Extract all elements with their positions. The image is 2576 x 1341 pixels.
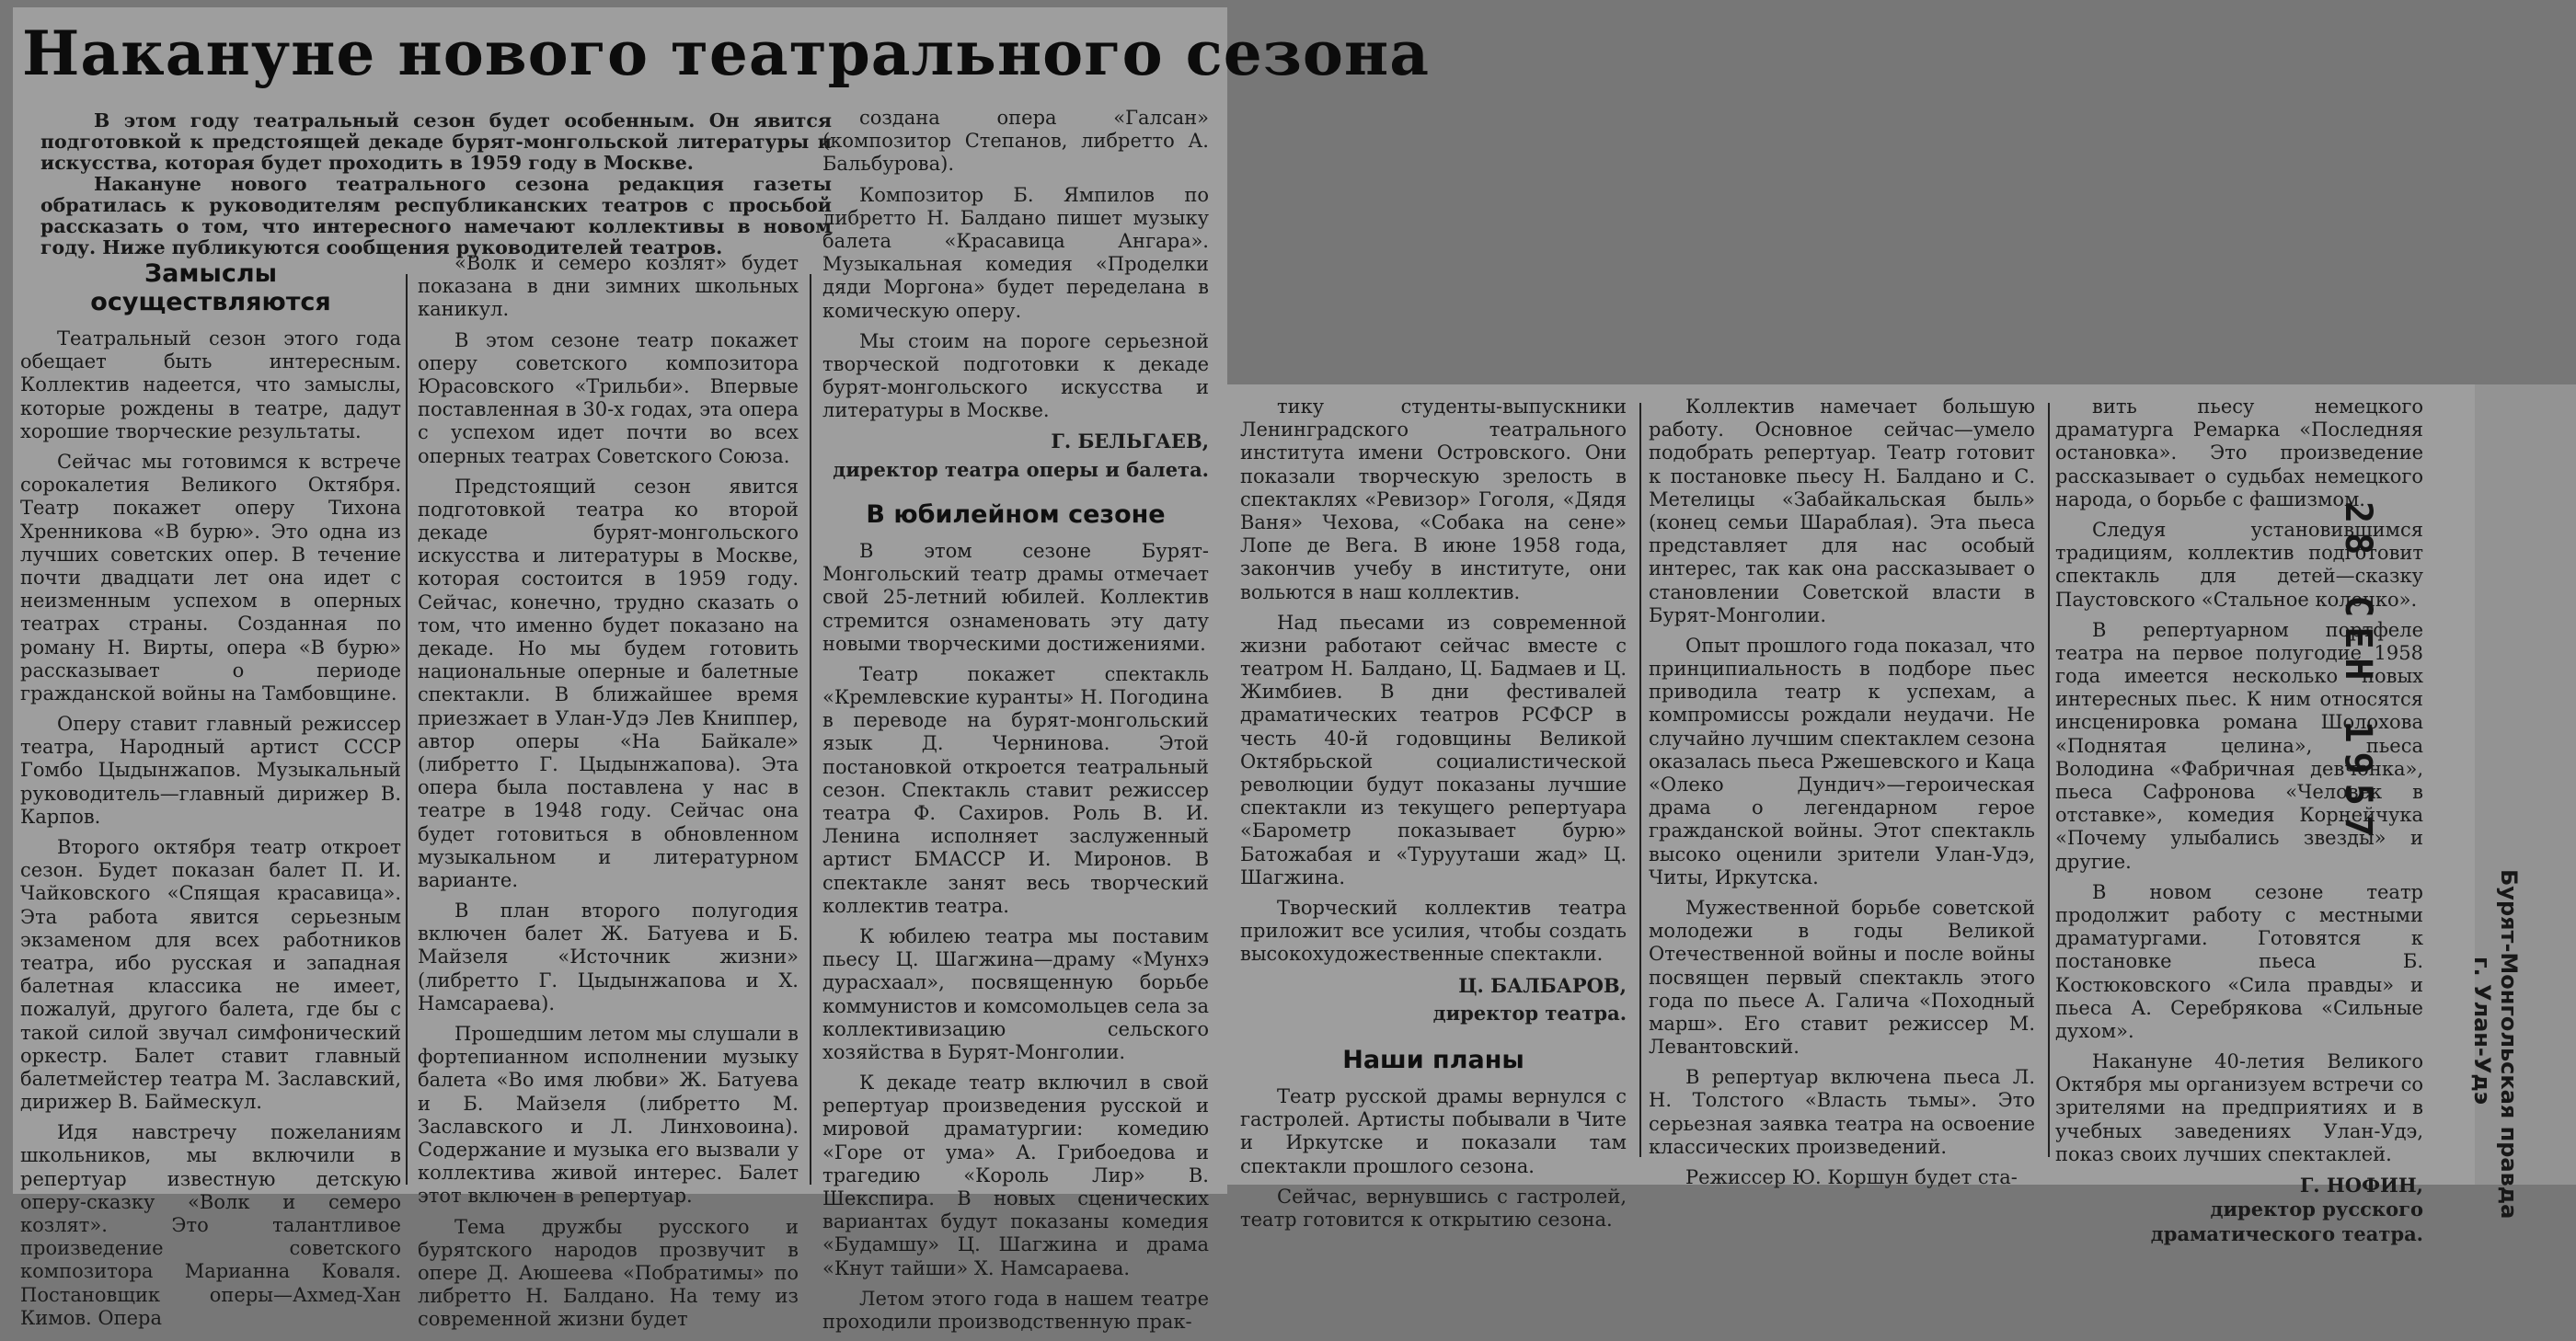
paragraph: В этом сезоне Бурят-Монгольский театр драмы отмечает свой 25-летний юбилей. Коллектив стремится ознаменовать эту дату новыми творческими достижениями. [822, 539, 1209, 655]
article1-author-title: директор театра оперы и балета. [833, 457, 1209, 481]
article1-author: Г. БЕЛЬГАЕВ, [1051, 430, 1209, 453]
lead-paragraph [40, 110, 832, 258]
article2-author: Ц. БАЛБАРОВ, [1458, 973, 1627, 997]
column-rule [1639, 403, 1641, 1157]
paragraph: вить пьесу немецкого драматурга Ремарка «Последняя остановка». Это произведение рассказывает о судьбах немецкого народа, о борьбе с фашизмом. [2055, 395, 2423, 510]
clipping-left [13, 7, 1430, 1333]
paragraph: В новом сезоне театр продолжит работу с местными драматургами. Готовятся к постановке пьеса Б. Костюковского «Сила правды» и пьеса А. Серебрякова «Сильные духом». [2055, 880, 2423, 1042]
paragraph: В план второго полугодия включен балет Ж. Батуева и Б. Майзеля «Источник жизни» (либретто Г. Цыдынжапова и Х. Намсараева). [418, 900, 799, 1014]
paragraph: Следуя установившимся традициям, коллектив подготовит спектакль для детей—сказку Паустовского «Стальное колечко». [2055, 518, 2423, 611]
paragraph: В этом сезоне театр покажет оперу советского композитора Юрасовского «Трильби». Впервые поставленная в 30-х годах, эта опера с успехом идет почти во всех оперных театрах Советского Союза. [418, 328, 799, 467]
paragraph: «Волк и семеро козлят» будет показана в дни зимних школьных каникул. [418, 252, 799, 321]
paragraph: Опыт прошлого года показал, что принципиальность в подборе пьес приводила театр к успехам, а компромиссы рождали неудачи. Не случайно лучшим спектаклем сезона оказалась пьеса Ржешевского и Каца «Олеко Дундич»—героическая драма о легендарном герое гражданской войны. Этот спектакль высоко оценили зрители Улан-Удэ, Читы, Иркутска. [1649, 634, 2035, 888]
date-stamp: 28 СЕН 1957 [2337, 501, 2379, 846]
paragraph: Театр покажет спектакль «Кремлевские куранты» Н. Погодина в переводе на бурят-монгольский язык Д. Чернинова. Этой постановкой откроется театральный сезон. Спектакль ставит режиссер театра Ф. Сахиров. Роль В. И. Ленина исполняет заслуженный артист БМАССР И. Миронов. В спектакле занят весь творческий коллектив театра. [822, 662, 1209, 917]
article1-column1 [20, 254, 401, 1337]
paragraph: Второго октября театр откроет сезон. Будет показан балет П. И. Чайковского «Спящая красавица». Эта работа явится серьезным экзаменом для всех работников театра, ибо русская и западная балетная классика не имеет, пожалуй, другого балета, где бы с такой силой звучал симфонический оркестр. Балет ставит главный балетмейстер театра М. Заславский, дирижер В. Баймескул. [20, 836, 401, 1114]
paragraph: Театр русской драмы вернулся с гастролей. Артисты побывали в Чите и Иркутске и показали там спектакли прошлого сезона. [1240, 1085, 1627, 1177]
paragraph: Предстоящий сезон явится подготовкой театра ко второй декаде бурят-монгольского искусства и литературы в Москве, которая состоится в 1959 году. Сейчас, конечно, трудно сказать о том, что именно будет показано на декаде. Но мы будем готовить национальные оперные и балетные спектакли. В ближайшее время приезжает в Улан-Удэ Лев Книппер, автор оперы «На Байкале» (либретто Г. Цыдынжапова). Эта опера была поставлена у нас в театре в 1948 году. Сейчас она будет готовиться в обновленном музыкальном и литературном варианте. [418, 475, 799, 891]
paragraph: Театральный сезон этого года обещает быть интересным. Коллектив надеется, что замыслы, которые рождены в театре, дадут хорошие творческие результаты. [20, 327, 401, 442]
newspaper-city: г. Улан-Удэ [2469, 957, 2495, 1105]
subhead-line: осуществляются [90, 288, 331, 317]
column-rule [406, 274, 408, 1185]
paragraph: Коллектив намечает большую работу. Основное сейчас—умело подобрать репертуар. Театр готовит к постановке пьесу Н. Балдано и С. Метелицы «Забайкальская быль» (конец семьи Шараблая). Эта пьеса представляет для нас особый интерес, так как она рассказывает о становлении Советской власти в Бурят-Монголии. [1649, 395, 2035, 626]
article3-author-title: директор русского [2210, 1198, 2423, 1221]
article3-author: Г. НОФИН, [2299, 1174, 2423, 1197]
paragraph: тику студенты-выпускники Ленинградского театрального института имени Островского. Они показали творческую зрелость в спектаклях «Ревизор» Гоголя, «Дядя Ваня» Чехова, «Собака на сене» Лопе де Вега. В июне 1958 года, закончив учебу в институте, они вольются в наш коллектив. [1240, 395, 1627, 603]
article1-column3 [822, 107, 1209, 1341]
paragraph: Режиссер Ю. Коршун будет ста- [1685, 1166, 2018, 1188]
paragraph: Прошедшим летом мы слушали в фортепианном исполнении музыку балета «Во имя любви» Ж. Батуева и Б. Майзеля (либретто М. Заславского и Л. Линховоина). Содержание и музыка его вызвали у коллектива живой интерес. Балет этот включен в репертуар. [418, 1023, 799, 1208]
paragraph: Над пьесами из современной жизни работают сейчас вместе с театром Н. Балдано, Ц. Бадмаев и Ц. Жимбиев. В дни фестивалей драматических театров РСФСР в честь 40-й годовщины Великой Октябрьской социалистической революции будут показаны лучшие спектакли из текущего репертуара «Барометр показывает бурю» Батожабая и «Турууташи жад» Ц. Шагжина. [1240, 611, 1627, 888]
subhead-line: Замыслы [144, 259, 278, 288]
paragraph: Творческий коллектив театра приложит все усилия, чтобы создать высокохудожественные спектакли. [1240, 896, 1627, 966]
paragraph: Оперу ставит главный режиссер театра, Народный артист СССР Гомбо Цыдынжапов. Музыкальный руководитель—главный дирижер В. Карпов. [20, 713, 401, 828]
lead-line: В этом году театральный сезон будет особенным. Он явится подготовкой к предстоящей декаде бурят-монгольской литературы и искусства, которая будет проходить в 1959 году в Москве. [40, 109, 832, 174]
paragraph: К юбилею театра мы поставим пьесу Ц. Шагжина—драму «Мунхэ дурасхаал», посвященную борьбе коммунистов и комсомольцев села за коллективизацию сельского хозяйства в Бурят-Монголии. [822, 924, 1209, 1063]
paragraph: Летом этого года в нашем театре проходили производственную прак- [822, 1287, 1209, 1333]
paragraph: Сейчас мы готовимся к встрече сорокалетия Великого Октября. Театр покажет оперу Тихона Хренникова «В бурю». Это одна из лучших советских опер. В течение почти двадцати лет она идет с неизменным успехом в оперных театрах страны. Созданная по роману Н. Вирты, опера «В бурю» рассказывает о периоде гражданской войны на Тамбовщине. [20, 451, 401, 705]
article3-author-title: драматического театра. [2150, 1221, 2423, 1245]
paragraph: создана опера «Галсан» (композитор Степанов, либретто А. Бальбурова). [822, 107, 1209, 176]
article2-column-b [1240, 395, 1627, 1239]
column-rule [2048, 403, 2050, 1157]
article2-author-title: директор театра. [1432, 1001, 1627, 1025]
paragraph: Мы стоим на пороге серьезной творческой подготовки к декаде бурят-монгольского искусства и литературы в Москве. [822, 329, 1209, 422]
paragraph: Тема дружбы русского и бурятского народов прозвучит в опере Д. Аюшеева «Побратимы» по либретто Н. Балдано. На тему из современной жизни будет [418, 1215, 799, 1331]
paragraph: Идя навстречу пожеланиям школьников, мы включили в репертуар известную детскую оперу-сказку «Волк и семеро козлят». Это талантливое произведение советского композитора Марианна Коваля. Постановщик оперы—Ахмед-Хан Кимов. Опера [20, 1121, 401, 1329]
article1-column2 [418, 252, 799, 1338]
article3-signature [2055, 1174, 2423, 1246]
lead-line: Накануне нового театрального сезона редакция газеты обратилась к руководителям республиканских театров с просьбой рассказать о том, что интересного намечают коллективы в новом году. Ниже публикуются сообщения руководителей театров. [40, 172, 832, 258]
article3-column-c [1649, 395, 2035, 1197]
article3-subhead: Наши планы [1342, 1046, 1524, 1074]
paragraph: Мужественной борьбе советской молодежи в годы Великой Отечественной войны и после войны посвящен первый спектакль этого года по пьесе А. Галича «Походный марш». Его ставит режиссер М. Левантовский. [1649, 896, 2035, 1059]
newspaper-name: Бурят-Монгольская правда [2496, 869, 2522, 1220]
paragraph: К декаде театр включил в свой репертуар произведения русской и мировой драматургии: комедию «Горе от ума» А. Грибоедова и трагедию «Король Лир» В. Шекспира. В новых сценических вариантах будут показаны комедия «Будамшу» Ц. Шагжина и драма «Кнут тайши» Х. Намсараева. [822, 1072, 1209, 1279]
headline: Накануне нового театрального сезона [22, 17, 1430, 89]
paragraph: Накануне 40-летия Великого Октября мы организуем встречи со зрителями на предприятиях и в учебных заведениях Улан-Удэ, показ своих лучших спектаклей. [2055, 1050, 2423, 1165]
paragraph: Сейчас, вернувшись с гастролей, театр готовится к открытию сезона. [1240, 1185, 1627, 1231]
column-rule [810, 274, 811, 1185]
article1-subhead [20, 259, 401, 316]
paragraph: В репертуарном портфеле театра на первое полугодие 1958 года имеется несколько новых интересных пьес. К ним относятся инсценировка романа Шолохова «Поднятая целина», пьеса Володина «Фабричная девчонка», пьеса Сафронова «Человек в отставке», комедия Корнейчука «Почему улыбались звезды» и другие. [2055, 618, 2423, 873]
paragraph: В репертуар включена пьеса Л. Н. Толстого «Власть тьмы». Это серьезная заявка театра на освоение классических произведений. [1649, 1066, 2035, 1158]
paragraph: Композитор Б. Ямпилов по либретто Н. Балдано пишет музыку балета «Красавица Ангара». Музыкальная комедия «Проделки дяди Моргона» будет переделана в комическую оперу. [822, 183, 1209, 322]
article2-subhead: В юбилейном сезоне [866, 499, 1166, 529]
